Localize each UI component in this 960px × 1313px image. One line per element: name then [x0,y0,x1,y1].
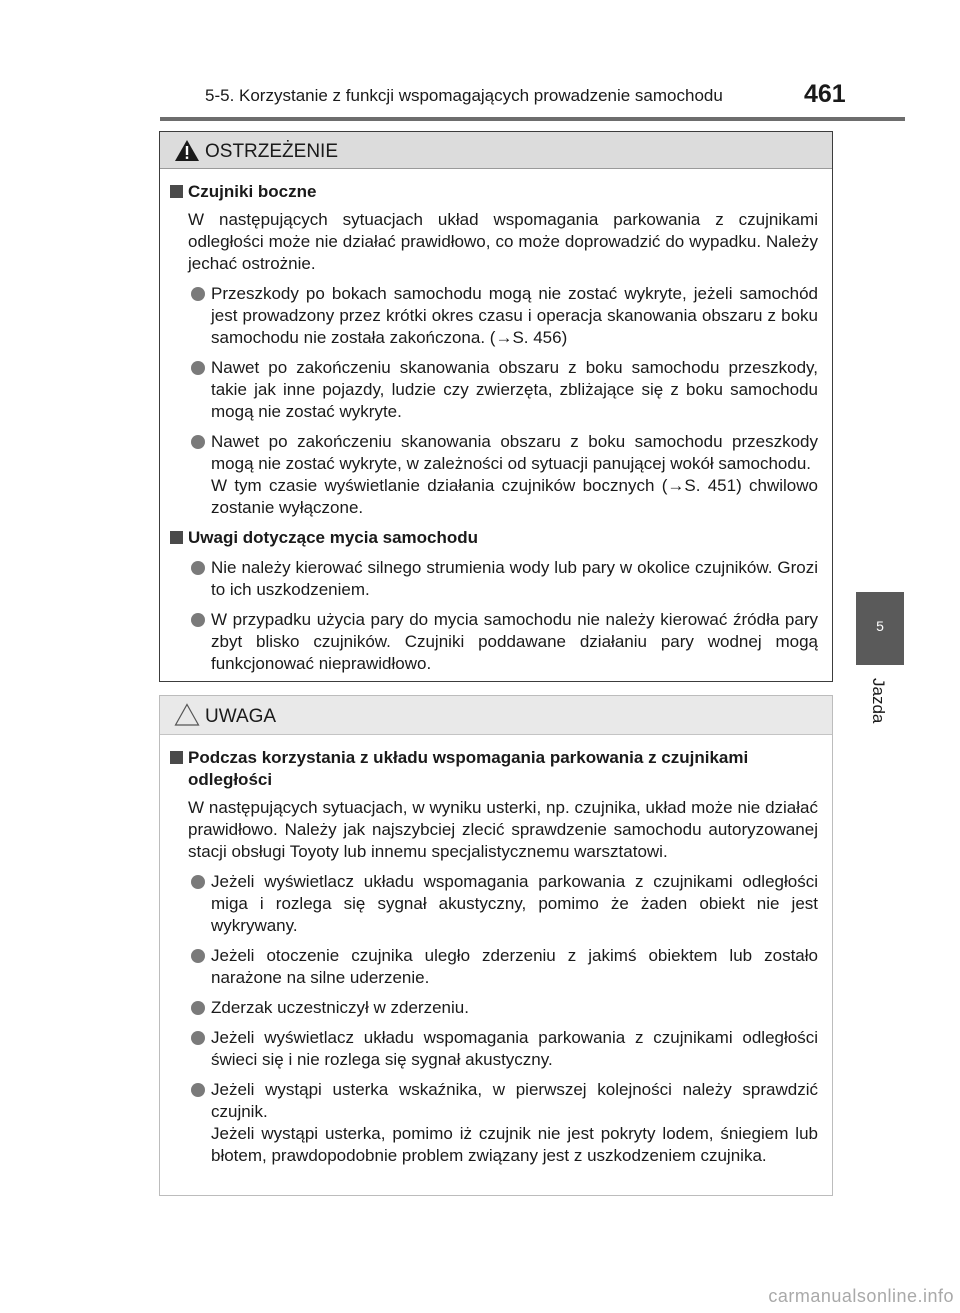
square-bullet-icon [170,531,183,544]
notice-box [159,695,833,1196]
section-heading: Podczas korzystania z układu wspomagania parkowania z czujnikami odległości [170,747,818,791]
round-bullet-icon [191,435,205,449]
round-bullet-icon [191,875,205,889]
page-number: 461 [804,80,846,108]
list-item: Nawet po zakończeniu skanowania obszaru z boku samochodu przeszkody, takie jak inne pojazdy, ludzie czy zwierzęta, zbliżające się z boku samochodu mogą nie zostać wykryte. [170,357,818,423]
square-bullet-icon [170,185,183,198]
list-item: Jeżeli wystąpi usterka wskaźnika, w pierwszej kolejności należy sprawdzić czujnik. Jeżeli wystąpi usterka, pomimo iż czujnik nie jest pokryty lodem, śniegiem lub błotem, prawdopodobnie problem związany jest z uszkodzeniem czujnika. [170,1079,818,1167]
warning-title: OSTRZEŻENIE [205,141,339,162]
chapter-number: 5 [876,618,884,634]
list-item: Jeżeli wyświetlacz układu wspomagania parkowania z czujnikami odległości świeci się i nie rozlega się sygnał akustyczny. [170,1027,818,1071]
warning-box [159,131,833,682]
round-bullet-icon [191,613,205,627]
chapter-tab [856,592,904,665]
watermark: carmanualsonline.info [768,1286,954,1306]
notice-title: UWAGA [205,706,277,727]
notice-header [160,696,832,735]
list-item: W przypadku użycia pary do mycia samochodu nie należy kierować źródła pary zbyt blisko czujników. Czujniki poddawane działaniu pary wodnej mogą funkcjonować nieprawidłowo. [170,609,818,675]
list-item: Nawet po zakończeniu skanowania obszaru z boku samochodu przeszkody mogą nie zostać wykryte, w zależności od sytuacji panującej wokół samochodu. W tym czasie wyświetlanie działania czujników bocznych (→S. 451) chwilowo zostanie wyłączone. [170,431,818,519]
list-item: Jeżeli otoczenie czujnika uległo zderzeniu z jakimś obiektem lub zostało narażone na silne uderzenie. [170,945,818,989]
header-divider [160,117,905,121]
warning-content [160,169,832,675]
round-bullet-icon [191,561,205,575]
warning-triangle-icon [174,139,200,167]
round-bullet-icon [191,1001,205,1015]
section-heading: Uwagi dotyczące mycia samochodu [170,527,818,549]
caution-triangle-icon [174,703,200,731]
list-item: Jeżeli wyświetlacz układu wspomagania parkowania z czujnikami odległości miga i rozlega się sygnał akustyczny, pomimo że żaden obiekt nie jest wykrywany. [170,871,818,937]
section-intro: W następujących sytuacjach układ wspomagania parkowania z czujnikami odległości może nie działać prawidłowo, co może doprowadzić do wypadku. Należy jechać ostrożnie. [188,210,818,273]
list-item: Przeszkody po bokach samochodu mogą nie zostać wykryte, jeżeli samochód jest prowadzony przez krótki okres czasu i operacja skanowania obszaru z boku samochodu nie została zakończona. (→S. 456) [170,283,818,349]
round-bullet-icon [191,1031,205,1045]
round-bullet-icon [191,287,205,301]
list-item: Nie należy kierować silnego strumienia wody lub pary w okolice czujników. Grozi to ich uszkodzeniem. [170,557,818,601]
list-item: Zderzak uczestniczył w zderzeniu. [170,997,818,1019]
section-intro: W następujących sytuacjach, w wyniku usterki, np. czujnika, układ może nie działać prawidłowo. Należy jak najszybciej zlecić sprawdzenie samochodu autoryzowanej stacji obsługi Toyoty lub innemu specjalistycznemu warsztatowi. [188,798,818,861]
round-bullet-icon [191,361,205,375]
round-bullet-icon [191,1083,205,1097]
chapter-label: Jazda [869,678,888,724]
section-heading: Czujniki boczne [170,181,818,203]
running-header: 5-5. Korzystanie z funkcji wspomagających prowadzenie samochodu [205,86,723,105]
round-bullet-icon [191,949,205,963]
square-bullet-icon [170,751,183,764]
notice-content [160,735,832,1167]
warning-header [160,132,832,169]
